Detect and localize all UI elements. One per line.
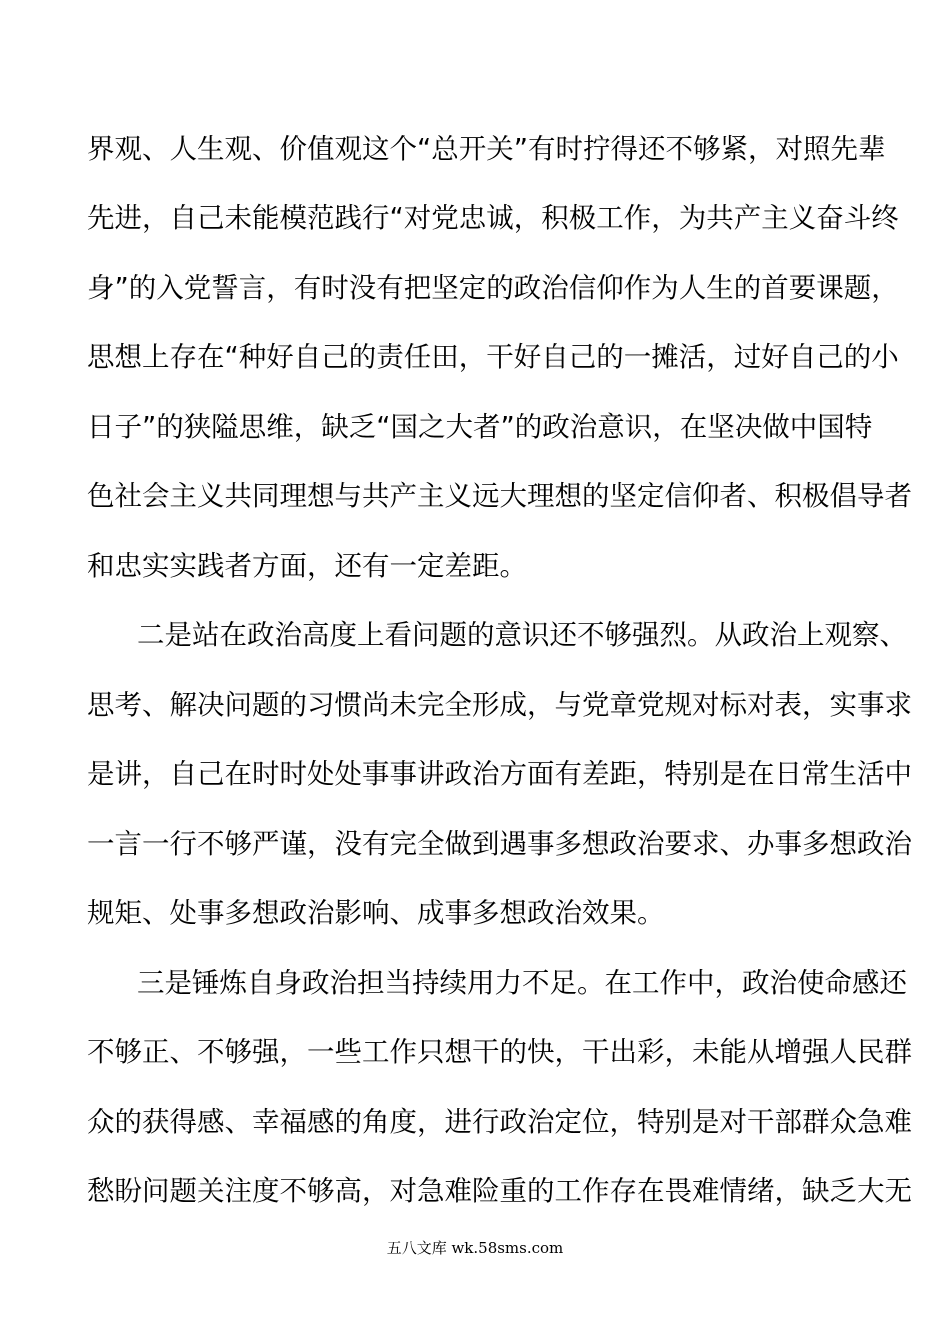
text-line: 不够正、不够强，一些工作只想干的快，干出彩，未能从增强人民群 <box>87 1036 912 1068</box>
text-line: 一言一行不够严谨，没有完全做到遇事多想政治要求、办事多想政治 <box>87 828 912 860</box>
paragraph-start-line: 三是锤炼自身政治担当持续用力不足。在工作中，政治使命感还 <box>137 967 907 999</box>
paragraph-start-line: 二是站在政治高度上看问题的意识还不够强烈。从政治上观察、 <box>137 619 907 651</box>
text-line: 界观、人生观、价值观这个“总开关”有时拧得还不够紧，对照先辈 <box>87 133 886 165</box>
text-line: 先进，自己未能模范践行“对党忠诚，积极工作，为共产主义奋斗终 <box>87 202 899 234</box>
text-line: 规矩、处事多想政治影响、成事多想政治效果。 <box>87 897 665 929</box>
text-line: 思考、解决问题的习惯尚未完全形成，与党章党规对标对表，实事求 <box>87 689 912 721</box>
text-line: 色社会主义共同理想与共产主义远大理想的坚定信仰者、积极倡导者 <box>87 480 912 512</box>
text-line: 思想上存在“种好自己的责任田，干好自己的一摊活，过好自己的小 <box>87 341 899 373</box>
footer-watermark: 五八文库 wk.58sms.com <box>386 1239 564 1257</box>
text-line: 和忠实实践者方面，还有一定差距。 <box>87 550 527 582</box>
text-line: 身”的入党誓言，有时没有把坚定的政治信仰作为人生的首要课题， <box>87 272 899 304</box>
text-line: 日子”的狭隘思维，缺乏“国之大者”的政治意识，在坚决做中国特 <box>87 411 873 443</box>
text-line: 是讲，自己在时时处处事事讲政治方面有差距，特别是在日常生活中 <box>87 758 912 790</box>
text-line: 众的获得感、幸福感的角度，进行政治定位，特别是对干部群众急难 <box>87 1106 912 1138</box>
text-line: 愁盼问题关注度不够高，对急难险重的工作存在畏难情绪，缺乏大无 <box>87 1175 912 1207</box>
